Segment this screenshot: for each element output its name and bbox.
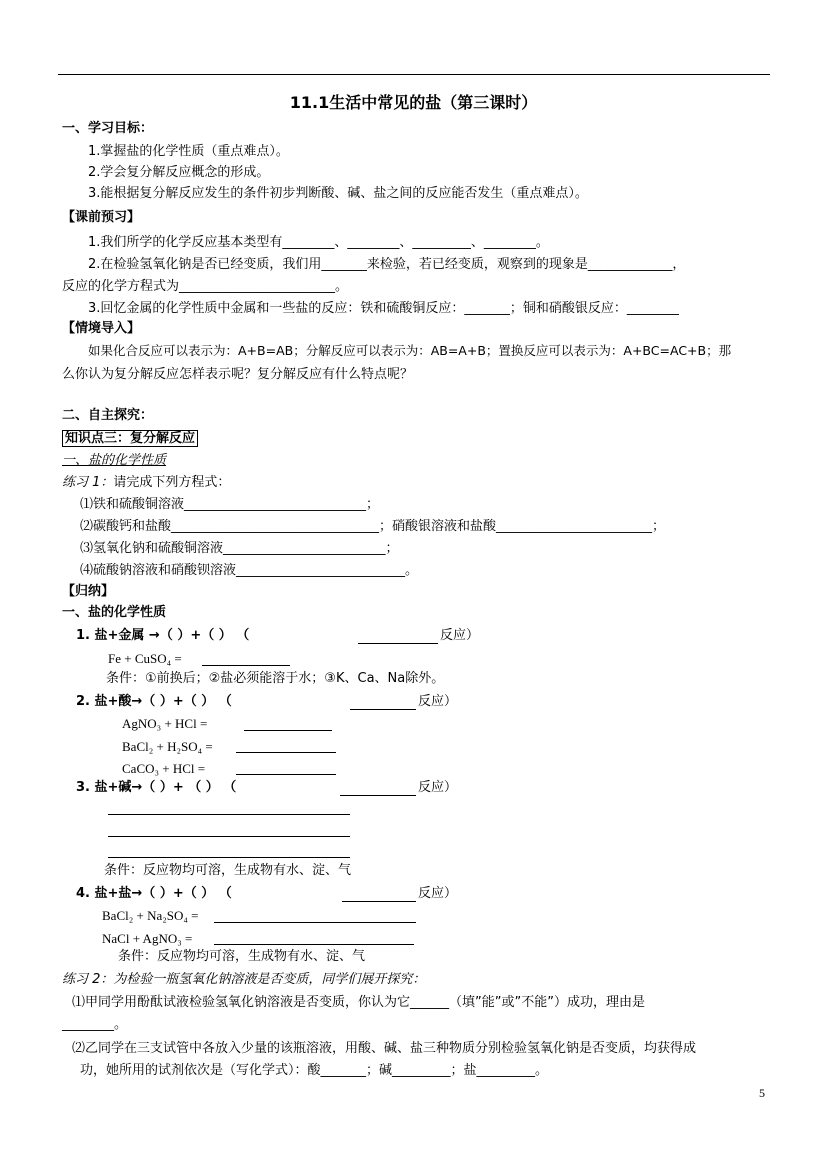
salt-acid-blank-3 [236, 774, 336, 775]
exercise-2-q1-line2: ________。 [62, 1017, 128, 1032]
salt-base-condition: 条件：反应物均可溶，生成物有水、淀、气 [104, 863, 352, 878]
salt-properties-subheading: 一、盐的化学性质 [62, 453, 167, 468]
exercise-2-q1-line1: ⑴甲同学用酚酞试液检验氢氧化钠溶液是否变质，你认为它______（填”能”或”不能”）成功，理由是 [72, 995, 645, 1010]
salt-salt-blank-2 [214, 944, 414, 945]
salt-acid-equation-1: AgNO₃ + HCl = [122, 716, 208, 731]
salt-acid-blank-2 [236, 752, 336, 753]
exercise-2-label: 练习 2：为检验一瓶氢氧化钠溶液是否变质，同学们展开探究： [62, 972, 426, 987]
knowledge-point-box: 知识点三：复分解反应 [62, 430, 198, 447]
exercise-1-item-1: ⑴铁和硫酸铜溶液____________________________； [80, 497, 380, 512]
summary-subheading: 一、盐的化学性质 [62, 605, 167, 620]
salt-metal-heading: 1. 盐+金属 →（ ）+（ ） （ [76, 628, 250, 643]
preview-heading: 【课前预习】 [62, 210, 141, 225]
explore-heading: 二、自主探究： [62, 408, 154, 423]
preview-q3: 3.回忆金属的化学性质中金属和一些盐的反应：铁和硫酸铜反应：_______；铜和硝酸银反应：________ [88, 301, 679, 316]
exercise-1-item-3: ⑶氢氧化钠和硫酸铜溶液_________________________； [80, 541, 399, 556]
salt-salt-equation-1: BaCl₂ + Na₂SO₄ = [102, 908, 199, 923]
salt-base-answer-line-3 [108, 857, 350, 858]
salt-base-type-tail: 反应） [418, 780, 458, 795]
salt-salt-type-tail: 反应） [418, 886, 458, 901]
intro-heading: 【情境导入】 [62, 321, 141, 336]
summary-heading: 【归纳】 [62, 584, 115, 599]
salt-salt-condition: 条件：反应物均可溶，生成物有水、淀、气 [118, 949, 366, 964]
page-title: 11.1生活中常见的盐（第三课时） [289, 93, 538, 112]
salt-metal-condition: 条件：①前换后；②盐必须能溶于水；③K、Ca、Na除外。 [106, 671, 445, 686]
salt-acid-heading: 2. 盐+酸→（ ）+（ ） （ [76, 694, 232, 709]
salt-metal-type-tail: 反应） [440, 628, 480, 643]
preview-q2-line1: 2.在检验氢氧化钠是否已经变质，我们用_______来检验，若已经变质，观察到的现象是_____________， [88, 257, 686, 272]
intro-line-2: 么你认为复分解反应怎样表示呢？复分解反应有什么特点呢？ [62, 367, 414, 382]
salt-metal-equation-blank [202, 665, 290, 666]
goal-item-3: 3.能根据复分解反应发生的条件初步判断酸、碱、盐之间的反应能否发生（重点难点）。 [88, 186, 588, 201]
salt-base-answer-line-2 [108, 836, 350, 837]
exercise-2-q2-line2: 功，她所用的试剂依次是（写化学式）：酸_______；碱_________；盐_________。 [80, 1063, 549, 1078]
salt-salt-equation-2: NaCl + AgNO₃ = [102, 931, 193, 946]
salt-base-answer-line-1 [108, 814, 350, 815]
goals-heading: 一、学习目标： [62, 121, 154, 136]
salt-metal-equation: Fe + CuSO₄ = [108, 651, 182, 666]
goal-item-2: 2.学会复分解反应概念的形成。 [88, 165, 270, 180]
header-rule [58, 74, 770, 75]
salt-metal-type-blank [358, 643, 438, 644]
salt-salt-heading: 4. 盐+盐→（ ）+（ ） （ [76, 886, 232, 901]
salt-base-heading: 3. 盐+碱→（ ）+ （ ） （ [76, 780, 237, 795]
exercise-1-text: 请完成下列方程式： [113, 475, 231, 490]
salt-acid-type-tail: 反应） [418, 694, 458, 709]
page-number: 5 [759, 1086, 765, 1100]
salt-acid-equation-2: BaCl₂ + H₂SO₄ = [122, 739, 213, 754]
exercise-1-item-2: ⑵碳酸钙和盐酸________________________________；硝酸银溶液和盐酸________________________； [80, 519, 666, 534]
salt-acid-type-blank [350, 709, 416, 710]
salt-acid-equation-3: CaCO₃ + HCl = [122, 761, 206, 776]
salt-base-type-blank [340, 795, 416, 796]
exercise-1-label: 练习 1： [62, 475, 114, 490]
intro-line-1: 如果化合反应可以表示为：A+B=AB；分解反应可以表示为：AB=A+B；置换反应可以表示为：A+BC=AC+B；那 [88, 343, 732, 358]
exercise-1-item-4: ⑷硫酸钠溶液和硝酸钡溶液__________________________。 [80, 563, 419, 578]
preview-q1: 1.我们所学的化学反应基本类型有________、________、_________、________。 [88, 235, 549, 250]
salt-acid-blank-1 [244, 730, 332, 731]
goal-item-1: 1.掌握盐的化学性质（重点难点）。 [88, 144, 289, 159]
exercise-2-q2-line1: ⑵乙同学在三支试管中各放入少量的该瓶溶液，用酸、碱、盐三种物质分别检验氢氧化钠是否变质，均获得成 [72, 1041, 697, 1056]
salt-salt-blank-1 [214, 922, 416, 923]
salt-salt-type-blank [342, 901, 416, 902]
preview-q2-line2: 反应的化学方程式为________________________。 [62, 279, 349, 294]
